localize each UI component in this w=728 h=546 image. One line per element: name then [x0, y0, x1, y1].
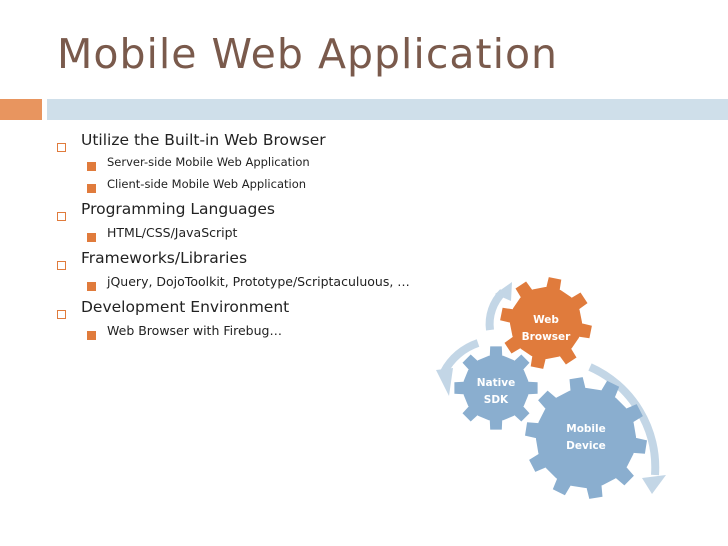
sub-bullet-item: Client-side Mobile Web Application	[107, 177, 307, 191]
bullet-item: Utilize the Built-in Web Browser	[81, 131, 326, 149]
gear-label-web: Web	[533, 314, 559, 326]
gear-label-mobile-2: Device	[566, 440, 606, 452]
cycle-arrow-top	[490, 282, 512, 330]
gear-label-mobile: Mobile	[566, 423, 606, 435]
bullet-item: Frameworks/Libraries	[81, 249, 248, 267]
gear-label-native: Native	[476, 377, 516, 389]
bullet-item: Development Environment	[81, 298, 290, 316]
gear-label-native-2: SDK	[483, 394, 509, 406]
sub-bullet-item: HTML/CSS/JavaScript	[107, 225, 238, 240]
sub-bullet-item: Web Browser with Firebug…	[107, 323, 282, 338]
bullet-item: Programming Languages	[81, 200, 275, 218]
sub-bullet-item: Server-side Mobile Web Application	[107, 155, 310, 169]
gear-label-web-2: Browser	[521, 331, 571, 343]
slide-title: Mobile Web Application	[57, 30, 559, 78]
sub-bullet-item: jQuery, DojoToolkit, Prototype/Scriptaculuous, …	[107, 274, 410, 289]
